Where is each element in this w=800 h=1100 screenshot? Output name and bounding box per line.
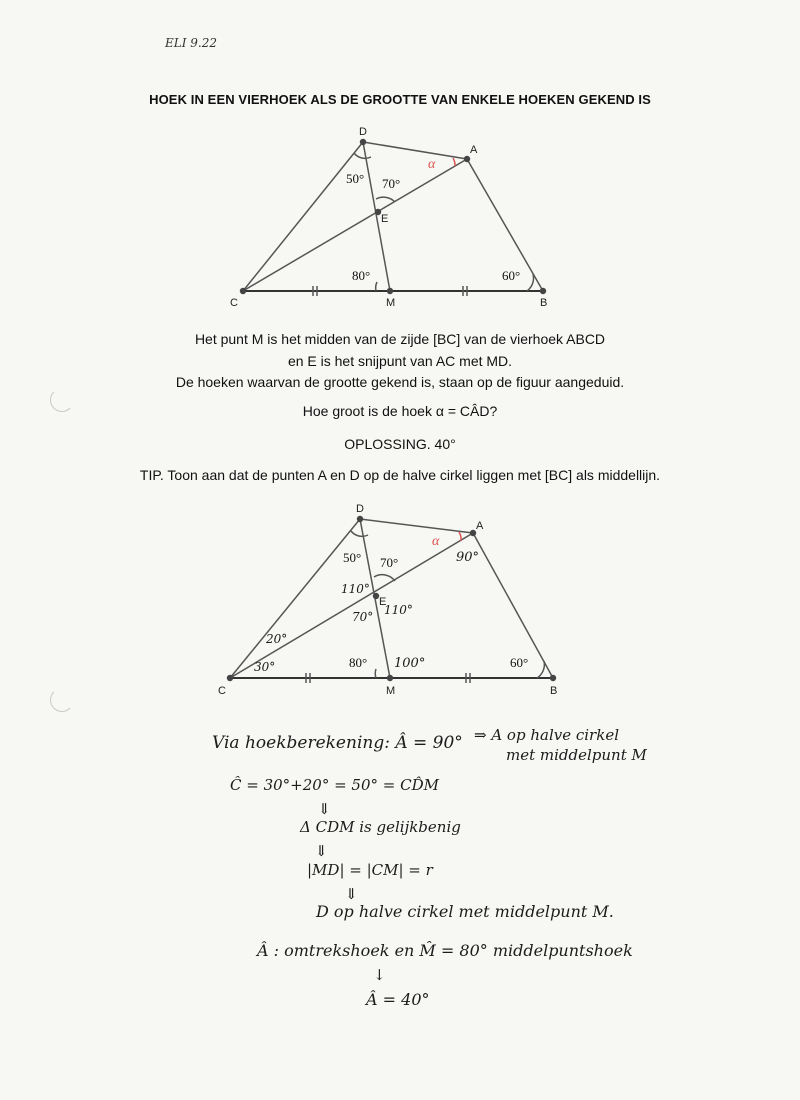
punch-hole-top [50,388,74,412]
point-c [227,675,233,681]
tip: TIP. Toon aan dat de punten A en D op de halve cirkel liggen met [BC] als middellijn. [139,467,661,483]
arc-m [376,282,377,291]
hw-angle-c-upper: 20° [266,632,288,646]
arc-b [527,274,534,291]
arc-d [351,531,368,536]
hw-line-11: Â = 40° [366,990,430,1009]
hw-line-9: Â : omtrekshoek en M̂ = 80° middelpuntshoek [257,941,633,960]
label-b: B [540,297,548,309]
hw-line-4: Δ CDM is gelijkbenig [300,818,461,836]
arc-alpha [459,532,461,541]
figure-1 [0,120,800,320]
point-d [357,516,363,522]
angle-e-value: 70° [382,176,401,191]
hw-line-1: Via hoekberekening: Â = 90° [212,733,463,753]
label-e: E [379,596,387,608]
figure-2-svg [0,497,800,702]
statement-line-1: Het punt M is het midden van de zijde [BC] van de vierhoek ABCD [194,331,606,347]
hw-arrow-2: ⇓ [315,842,328,860]
hw-angle-e-low: 70° [352,610,374,624]
hw-arrow-3: ⇓ [345,885,358,903]
point-c [240,288,246,294]
hw-line-1c: met middelpunt M [506,746,647,764]
hw-angle-e-left: 110° [341,582,370,596]
side-da [363,142,467,159]
hw-line-2: Ĉ = 30°+20° = 50° = CD̂M [230,776,439,794]
point-b [540,288,546,294]
arc-b [537,661,544,678]
point-d [360,139,366,145]
arc-d [354,153,371,158]
arc-e [374,575,395,581]
point-a [464,156,470,162]
side-da [360,519,473,533]
label-m: M [386,297,396,309]
point-m [387,675,393,681]
hw-line-1b: ⇒ A op halve cirkel [474,726,619,744]
arc-e [376,197,395,202]
label-d: D [359,126,367,138]
page-title: HOEK IN EEN VIERHOEK ALS DE GROOTTE VAN ENKELE HOEKEN GEKEND IS [149,92,651,107]
hw-angle-c-lower: 30° [254,660,276,674]
side-cd [243,142,363,291]
label-a: A [470,144,478,156]
arc-m [375,669,376,678]
hw-angle-a: 90° [456,550,480,565]
hw-angle-m-right: 100° [394,656,426,671]
angle-alpha: α [428,157,436,172]
angle-d-value: 50° [346,171,365,186]
angle-m-value: 80° [352,268,371,283]
hw-arrow-4: ↓ [373,966,386,984]
label-a: A [476,520,484,532]
figure-2 [0,497,800,702]
angle-b-value: 60° [502,268,521,283]
label-m: M [386,685,396,697]
solution: OPLOSSING. 40° [344,436,456,452]
label-d: D [356,503,364,515]
hw-line-6: |MD| = |CM| = r [307,861,433,879]
arc-alpha [453,158,455,166]
hw-angle-e-right: 110° [384,603,413,617]
hw-line-8: D op halve cirkel met middelpunt M. [316,902,614,921]
figure-1-svg [0,120,800,320]
point-m [387,288,393,294]
hw-arrow-1: ⇓ [318,800,331,818]
label-c: C [218,685,226,697]
label-e: E [381,213,389,225]
label-c: C [230,297,238,309]
angle-e-value: 70° [380,555,399,570]
label-b: B [550,685,558,697]
angle-m-value: 80° [349,655,368,670]
angle-d-value: 50° [343,550,362,565]
point-b [550,675,556,681]
side-cd [230,519,360,678]
angle-alpha: α [432,534,440,549]
question: Hoe groot is de hoek α = CÂD? [302,403,498,419]
angle-b-value: 60° [510,655,529,670]
statement-line-2: en E is het snijpunt van AC met MD. [287,353,513,369]
reference-code: ELI 9.22 [165,36,218,50]
statement-line-3: De hoeken waarvan de grootte gekend is, staan op de figuur aangeduid. [175,374,625,390]
